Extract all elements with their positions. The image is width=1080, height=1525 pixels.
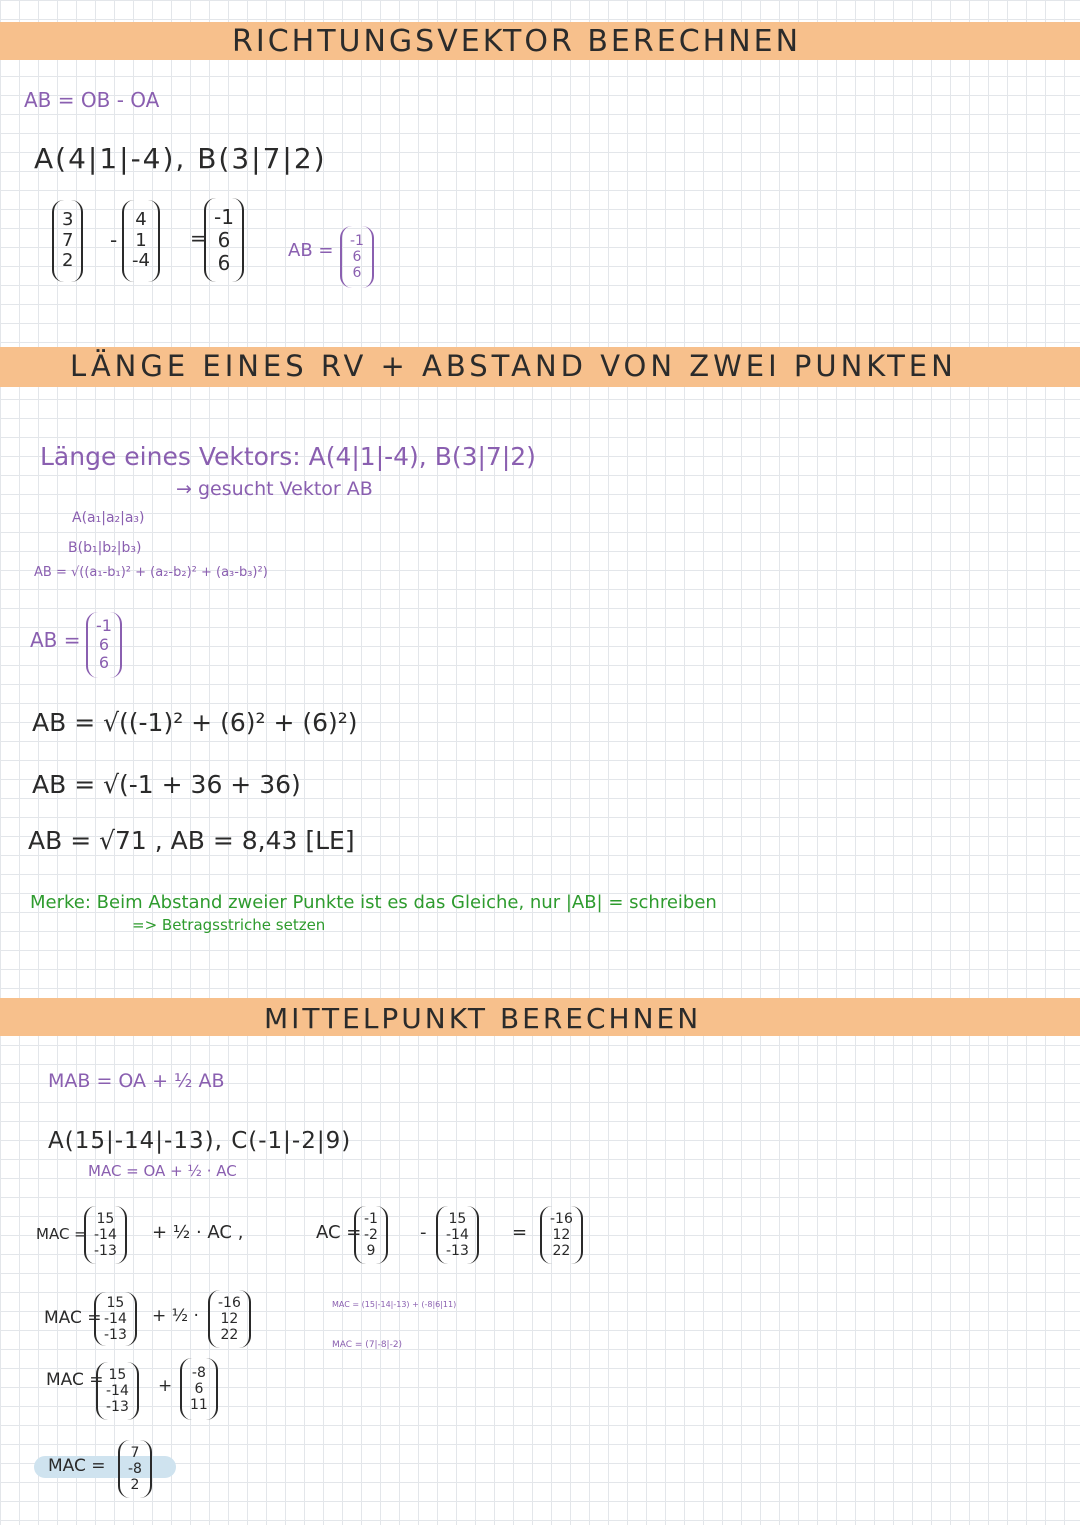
line2-op: + ½ · <box>152 1306 199 1326</box>
vector-half-ac: -8 6 11 <box>180 1358 218 1420</box>
ab-vector: -1 6 6 <box>340 226 374 288</box>
vector-a-mac-3: 15 -14 -13 <box>96 1362 139 1420</box>
vector-a: 4 1 -4 <box>122 200 160 282</box>
definition-b: B(b₁|b₂|b₃) <box>68 540 142 556</box>
note-betragsstriche: => Betragsstriche setzen <box>132 916 326 934</box>
step-1: AB = √((-1)² + (6)² + (6)²) <box>32 708 358 737</box>
vector-ac: -16 12 22 <box>540 1206 583 1264</box>
general-formula: AB = √((a₁-b₁)² + (a₂-b₂)² + (a₃-b₃)²) <box>34 565 268 580</box>
sought-vector: → gesucht Vektor AB <box>176 478 373 500</box>
vector-a-mac-2: 15 -14 -13 <box>94 1292 137 1346</box>
mac-label-2: MAC = <box>44 1308 102 1328</box>
heading-mittelpunkt: MITTELPUNKT BERECHNEN <box>264 1002 702 1035</box>
plus-half-ac: + ½ · AC , <box>152 1222 244 1243</box>
small-note-2: MAC = (7|-8|-2) <box>332 1340 403 1350</box>
vector-result: -1 6 6 <box>204 198 244 282</box>
vector-a-2: 15 -14 -13 <box>436 1206 479 1264</box>
ab-label-2: AB = <box>30 628 81 652</box>
mac-label-3: MAC = <box>46 1370 104 1390</box>
vector-ac-2: -16 12 22 <box>208 1290 251 1348</box>
result-label: MAC = <box>48 1456 106 1476</box>
vector-c: -1 -2 9 <box>354 1206 388 1264</box>
equals-sign-2: = <box>512 1222 528 1243</box>
formula-mac: MAC = OA + ½ · AC <box>88 1162 237 1180</box>
points-ac: A(15|-14|-13), C(-1|-2|9) <box>48 1128 352 1154</box>
step-3-result: AB = √71 , AB = 8,43 [LE] <box>28 826 355 855</box>
ab-label: AB = <box>288 240 334 261</box>
points-ab: A(4|1|-4), B(3|7|2) <box>34 142 327 175</box>
note-merke: Merke: Beim Abstand zweier Punkte ist es das Gleiche, nur |AB| = schreiben <box>30 892 717 913</box>
small-note-1: MAC = (15|-14|-13) + (-8|6|11) <box>332 1300 457 1309</box>
ab-vector-2: -1 6 6 <box>86 612 122 678</box>
heading-richtungsvektor: RICHTUNGSVEKTOR BERECHNEN <box>232 24 802 59</box>
vector-b: 3 7 2 <box>52 200 83 282</box>
minus-sign: - <box>110 228 118 252</box>
definition-a: A(a₁|a₂|a₃) <box>72 510 145 526</box>
formula-mab: MAB = OA + ½ AB <box>48 1070 225 1092</box>
heading-laenge: LÄNGE EINES RV + ABSTAND VON ZWEI PUNKTEN <box>70 349 957 383</box>
intro-laenge: Länge eines Vektors: A(4|1|-4), B(3|7|2) <box>40 442 536 471</box>
vector-a-mac-1: 15 -14 -13 <box>84 1206 127 1264</box>
result-vector: 7 -8 2 <box>118 1440 152 1498</box>
minus-sign-2: - <box>420 1222 427 1243</box>
step-2: AB = √(-1 + 36 + 36) <box>32 770 301 799</box>
formula-ab: AB = OB - OA <box>24 88 160 112</box>
mac-label-1: MAC = <box>36 1225 87 1243</box>
ac-label: AC = <box>316 1222 362 1243</box>
equals-sign: = <box>190 226 207 250</box>
line3-op: + <box>158 1376 173 1396</box>
